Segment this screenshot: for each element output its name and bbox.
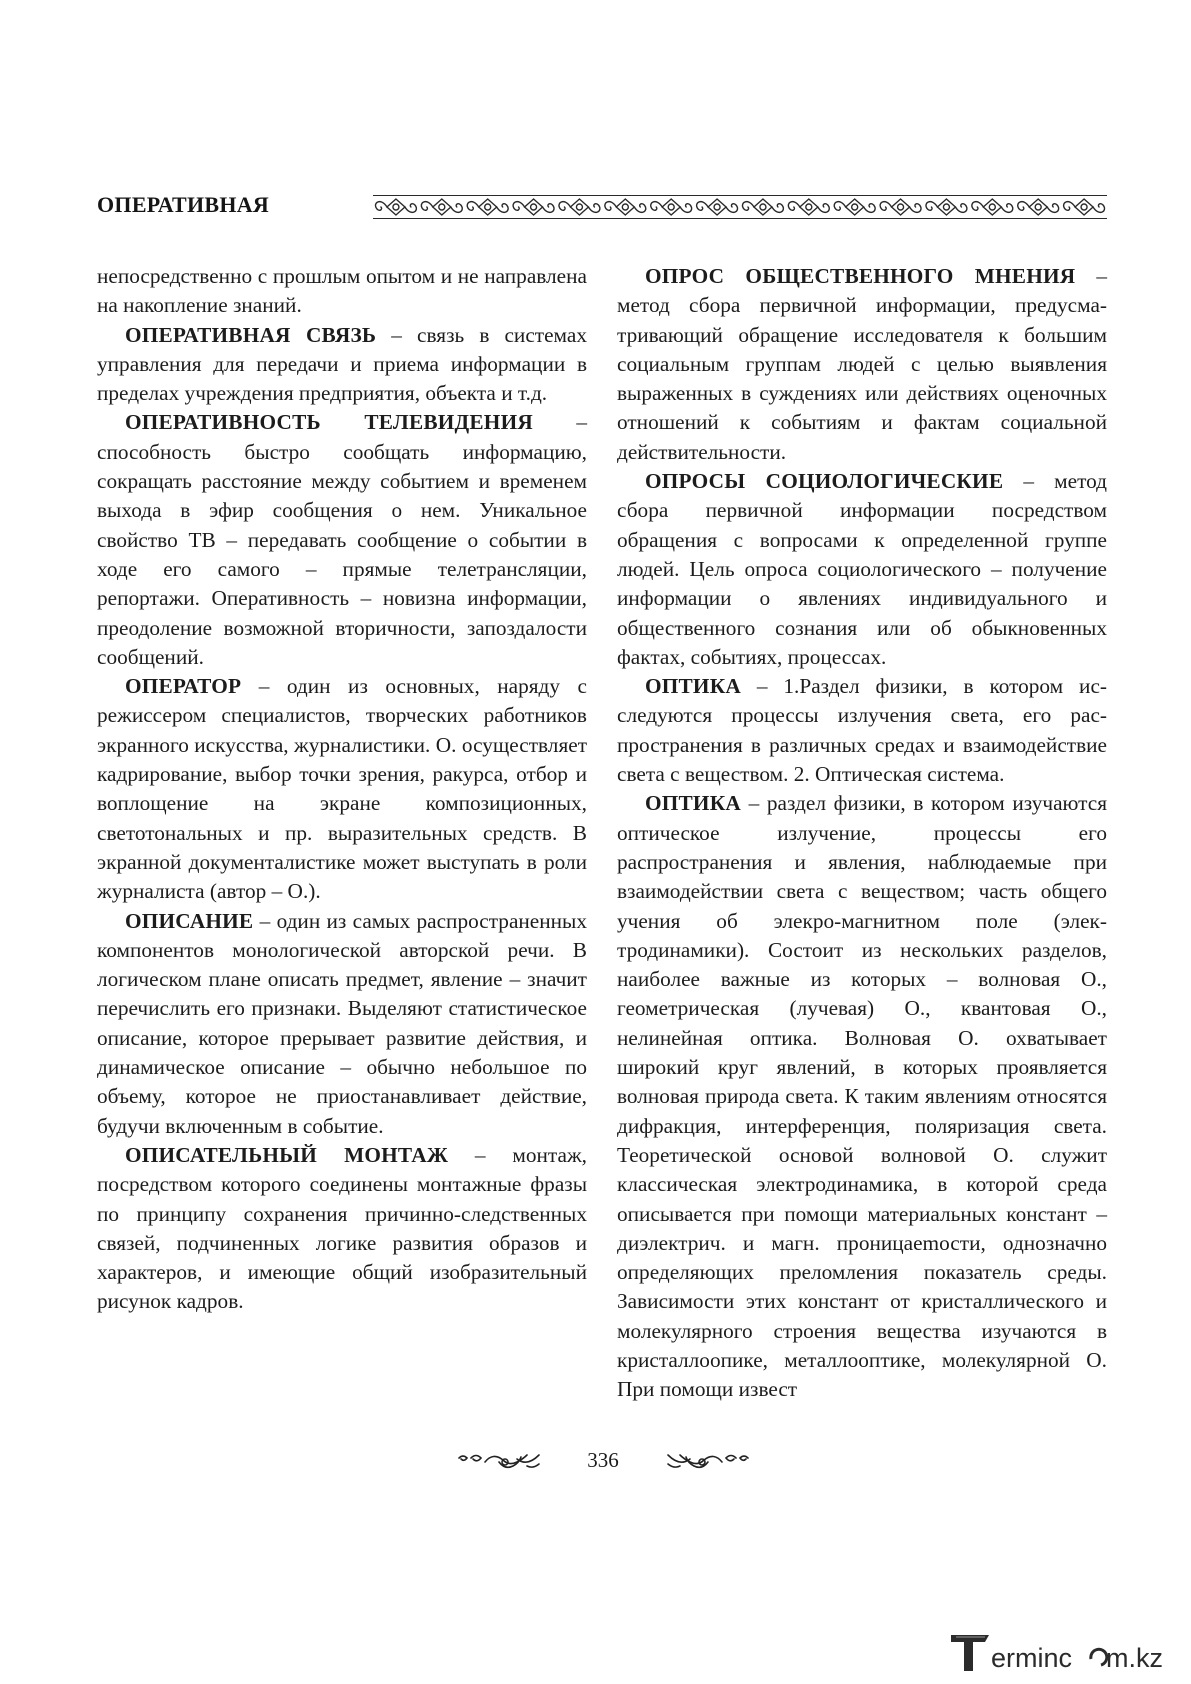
dictionary-entry [617,672,1107,789]
entry-definition: – связь в системах управления для передачи и приема информации в пределах учреждения предприятия, объекта и т.д. [97,322,587,406]
entry-term: ОПИСАТЕЛЬНЫЙ МОНТАЖ [125,1142,449,1167]
entry-definition: – способность быстро сообщать информацию, сокращать расстояние между событием и временем выхода в эфир сообщения о нем. Уникальное свойство ТВ – передавать сообщение о событии в ходе его самого – прямые телетрансляции, репортажи. Оперативность – новизна информации, преодоление возможной вторичности, запоздалости сообщений. [97,410,587,669]
entry-term: ОПТИКА [645,791,741,816]
dictionary-entry [97,321,587,409]
dictionary-entry [617,789,1107,1404]
termincom-logo [945,1631,1175,1675]
entry-term: ОПЕРАТОР [125,674,242,699]
header-ornament-band [373,192,1107,222]
page-footer [0,1445,1191,1479]
svg-text:m.kz: m.kz [1106,1643,1163,1673]
entry-term: ОПЕРАТИВНОСТЬ ТЕЛЕВИДЕНИЯ [125,410,533,435]
entry-definition: – один из основных, наряду с режиссером специалистов, творческих работников экранного искусства, журналистики. О. осуществляет кадрирование, выбор точки зрения, ракурса, отбор и воплощение на экране композиционных, светотональных и пр. выразительных средств. В экранной документалистике может выступать в роли журналиста (автор – О.). [97,674,587,904]
dictionary-entry [97,262,587,321]
svg-text:erminc: erminc [991,1643,1073,1673]
running-head: ОПЕРАТИВНАЯ [97,192,270,217]
entry-definition: – раздел физики, в котором изучаются оптическое излучение, процессы его распространения и явления, наблюдаемые при взаимодействии света с веществом; часть общего учения об элекро-магнитном поле (электродинамики). Состоит из нескольких разделов, наиболее важные из которых – волновая О., геометрическая (лучевая) О., квантовая О., нелинейная оптика. Волновая О. охватывает широкий круг явлений, в которых проявляется волновая природа света. К таким явлениям относятся дифракция, интерференция, поляризация света. Теоретической основой волновой О. служит классическая электродинамика, в которой среда описывается при помощи материальных констант – диэлектрич. и магн. проницаеmости, однозначно определяющих преломления показатель среды. Зависимости этих констант от кристаллического и молекулярного строения вещества изучаются в кристаллоопике, металлооптике, молекулярной О. При помощи извест [617,791,1107,1402]
dictionary-entry [617,262,1107,467]
entry-definition: – метод сбора первичной информации посредством обращения с вопросами к определенной группе людей. Цель опроса социологического – получение информации о явлениях индивидуального и общественного сознания или об обыкновенных фактах, событиях, процессах. [617,469,1107,669]
entry-term: ОПЕРАТИВНАЯ СВЯЗЬ [125,322,377,347]
entry-term: ОПИСАНИЕ [125,908,254,933]
dictionary-entry [617,467,1107,672]
entry-term: ОПТИКА [645,674,741,699]
page-header [97,190,1107,226]
dictionary-entry [97,1141,587,1317]
dictionary-columns [97,262,1107,1407]
left-column [97,262,587,1407]
footer-ornament-right [662,1449,752,1475]
footer-ornament-left [455,1449,545,1475]
entry-definition: – метод сбора первичной информации, предусматривающий обращение исследователя к большим социальным группам людей с целью выявления выраженных в суждениях или действиях оценочных отношений к событиям и фактам социальной действительности. [617,264,1107,464]
entry-definition: – один из самых распространенных компонентов монологической авторской речи. В логическом плане описать предмет, явление – значит перечислить его признаки. Выделяют статистическое описание, которое прерывает развитие действия, и динамическое описание – обычно небольшое по объему, которое не приостанавливает действие, будучи включенным в событие. [97,908,587,1138]
entry-term: ОПРОС ОБЩЕСТВЕННОГО МНЕНИЯ [645,264,1076,288]
entry-definition: непосредственно с прошлым опытом и не направлена на накопление знаний. [97,264,587,318]
entry-definition: – монтаж, посредством которого соединены монтажные фразы по принципу сохранения причинно-следственных связей, подчиненных логике развития образов и характеров, и имеющие общий изобразительный рисунок кадров. [97,1142,587,1314]
dictionary-entry [97,907,587,1141]
dictionary-entry [97,672,587,906]
entry-term: ОПРОСЫ СОЦИОЛОГИЧЕСКИЕ [645,469,1004,494]
dictionary-entry [97,408,587,672]
right-column [617,262,1107,1407]
entry-definition: – 1.Раздел физики, в котором исследуются процессы излучения света, его распространения в различных средах и взаимодействие света с веществом. 2. Оптическая система. [617,674,1107,787]
page-number: 336 [587,1448,619,1472]
